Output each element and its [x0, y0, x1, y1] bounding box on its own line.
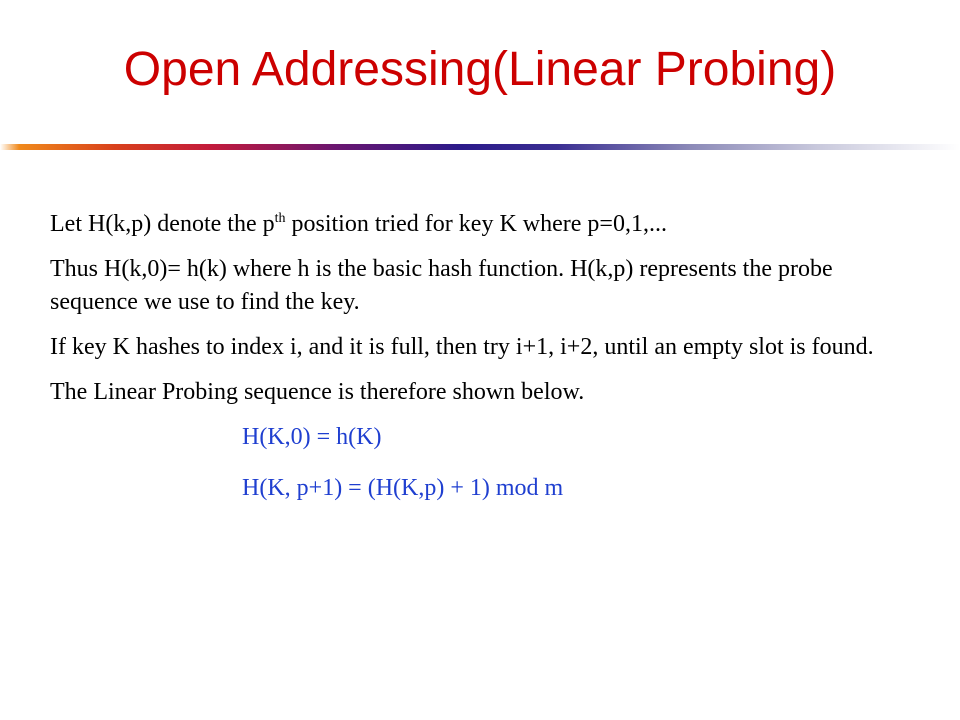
definition-text-start: Let H(k,p) denote the p [50, 211, 275, 237]
formula-initial: H(K,0) = h(K) [242, 424, 382, 450]
formula-recurrence: H(K, p+1) = (H(K,p) + 1) mod m [242, 475, 564, 501]
slide-title: Open Addressing(Linear Probing) [123, 43, 837, 96]
paragraph-definition [50, 208, 910, 241]
definition-text-end: position tried for key K where p=0,1,... [285, 211, 667, 237]
title-divider [0, 144, 960, 150]
slide-body [50, 208, 910, 523]
definition-superscript: th [274, 211, 286, 226]
paragraph-probing-rule: If key K hashes to index i, and it is full, then try i+1, i+2, until an empty slot is found. [50, 334, 874, 360]
paragraph-base-hash: Thus H(k,0)= h(k) where h is the basic hash function. H(k,p) represents the probe sequence we use to find the key. [50, 256, 833, 315]
paragraph-sequence-intro: The Linear Probing sequence is therefore shown below. [50, 379, 585, 405]
